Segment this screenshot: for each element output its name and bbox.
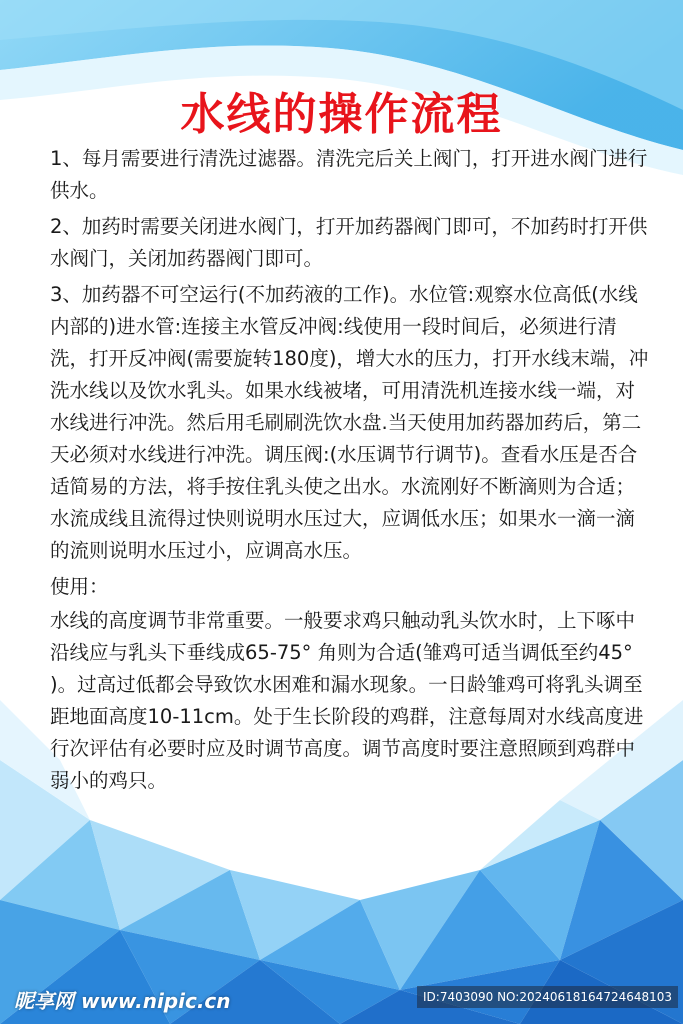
paragraph-1: 1、每月需要进行清洗过滤器。清洗完后关上阀门，打开进水阀门进行供水。 [50, 147, 648, 202]
site-watermark: 昵享网 www.nipic.cn [14, 989, 231, 1013]
page-title: 水线的操作流程 [180, 89, 503, 140]
procedure-text [50, 143, 650, 801]
id-watermark: ID:7403090 NO:20240618164724648103 [417, 986, 678, 1008]
paragraph-3: 3、加药器不可空运行(不加药液的工作)。水位管:观察水位高低(水线内部的)进水管:连接主水管反冲阀:线使用一段时间后，必须进行清洗，打开反冲阀(需要旋转180度)，增大水的压力，打开水线末端，冲洗水线以及饮水乳头。如果水线被堵，可用清洗机连接水线一端，对水线进行冲洗。然后用毛刷刷洗饮水盘.当天使用加药器加药后，第二天必须对水线进行冲洗。调压阀:(水压调节行调节)。查看水压是否合适简易的方法，将手按住乳头使之出水。水流刚好不断滴则为合适；水流成线且流得过快则说明水压过大，应调低水压；如果水一滴一滴的流则说明水压过小，应调高水压。 [50, 283, 649, 562]
usage-heading: 使用： [50, 575, 109, 598]
paragraph-2: 2、加药时需要关闭进水阀门，打开加药器阀门即可，不加药时打开供水阀门，关闭加药器阀门即可。 [50, 215, 648, 270]
paragraph-usage: 水线的高度调节非常重要。一般要求鸡只触动乳头饮水时，上下啄中沿线应与乳头下垂线成65-75° 角则为合适(雏鸡可适当调低至约45° )。过高过低都会导致饮水困难和漏水现象。一日龄雏鸡可将乳头调至距地面高度10-11cm。处于生长阶段的鸡群，注意每周对水线高度进行次评估有必要时应及时调节高度。调节高度时要注意照顾到鸡群中弱小的鸡只。 [50, 609, 644, 792]
